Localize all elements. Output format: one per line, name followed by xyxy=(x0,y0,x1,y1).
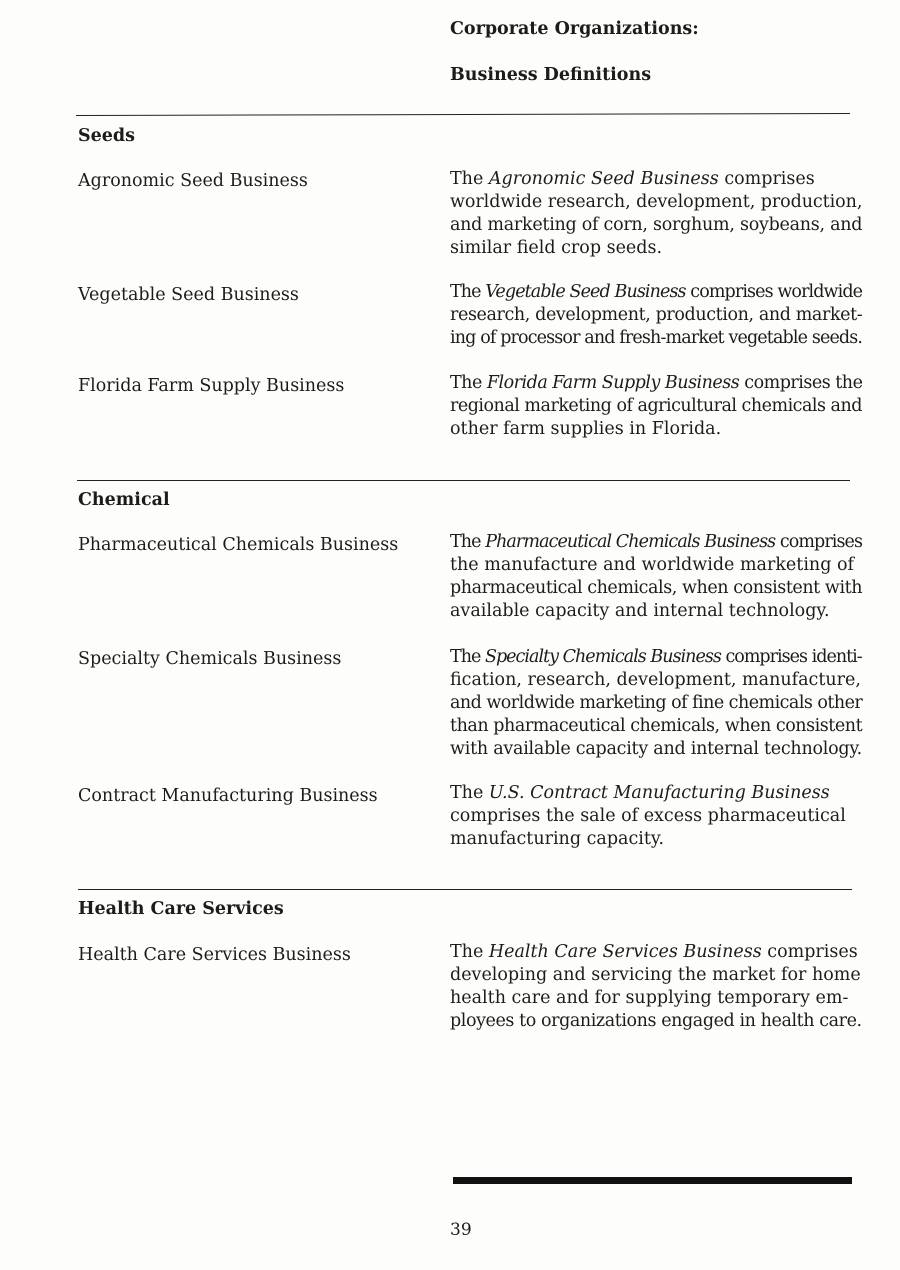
business-description xyxy=(450,646,862,761)
description-line: ployees to organizations engaged in health care. xyxy=(450,1011,862,1031)
description-line: worldwide research, development, production, xyxy=(450,192,863,212)
business-description xyxy=(450,782,862,851)
description-first-line: The Agronomic Seed Business comprises xyxy=(450,169,815,189)
description-line: the manufacture and worldwide marketing of xyxy=(450,555,854,575)
section-title-health-care: Health Care Services xyxy=(78,899,284,919)
description-line: with available capacity and internal technology. xyxy=(450,739,862,759)
business-description xyxy=(450,372,862,441)
description-line: manufacturing capacity. xyxy=(450,829,665,849)
section-title-chemical: Chemical xyxy=(78,490,170,510)
business-name: Health Care Services Business xyxy=(78,945,351,965)
description-first-line: The Florida Farm Supply Business comprises the xyxy=(450,373,863,393)
description-first-line: The Health Care Services Business comprises xyxy=(450,942,858,962)
business-description xyxy=(450,941,862,1033)
description-line: comprises the sale of excess pharmaceutical xyxy=(450,806,846,826)
description-line: and worldwide marketing of fine chemicals other xyxy=(450,693,863,713)
description-first-line: The Pharmaceutical Chemicals Business comprises xyxy=(450,532,863,552)
section-divider xyxy=(78,889,852,890)
footer-bar xyxy=(453,1177,852,1184)
description-line: other farm supplies in Florida. xyxy=(450,419,722,439)
description-line: ing of processor and fresh-market vegetable seeds. xyxy=(450,328,863,348)
description-line: similar field crop seeds. xyxy=(450,238,663,258)
description-line: available capacity and internal technology. xyxy=(450,601,830,621)
business-name: Pharmaceutical Chemicals Business xyxy=(78,535,399,555)
description-line: fication, research, development, manufacture, xyxy=(450,670,861,690)
section-divider xyxy=(76,113,850,116)
description-first-line: The Specialty Chemicals Business comprises identi- xyxy=(450,647,862,667)
business-name: Vegetable Seed Business xyxy=(78,285,299,305)
description-first-line: The Vegetable Seed Business comprises worldwide xyxy=(450,282,863,302)
description-line: developing and servicing the market for home xyxy=(450,965,861,985)
business-name: Specialty Chemicals Business xyxy=(78,649,342,669)
description-first-line: The U.S. Contract Manufacturing Business xyxy=(450,783,830,803)
business-name: Florida Farm Supply Business xyxy=(78,376,345,396)
business-name: Agronomic Seed Business xyxy=(78,171,308,191)
description-line: health care and for supplying temporary em- xyxy=(450,988,849,1008)
description-line: than pharmaceutical chemicals, when consistent xyxy=(450,716,863,736)
section-title-seeds: Seeds xyxy=(78,126,135,146)
description-line: regional marketing of agricultural chemicals and xyxy=(450,396,862,416)
description-line: and marketing of corn, sorghum, soybeans, and xyxy=(450,215,863,235)
description-line: pharmaceutical chemicals, when consistent with xyxy=(450,578,863,598)
header-subtitle: Business Definitions xyxy=(450,65,652,85)
business-description xyxy=(450,531,862,623)
business-description xyxy=(450,168,862,260)
header-title: Corporate Organizations: xyxy=(450,19,699,39)
business-name: Contract Manufacturing Business xyxy=(78,786,378,806)
section-divider xyxy=(77,480,850,481)
description-line: research, development, production, and market- xyxy=(450,305,863,325)
business-description xyxy=(450,281,862,350)
page-number: 39 xyxy=(450,1220,472,1240)
